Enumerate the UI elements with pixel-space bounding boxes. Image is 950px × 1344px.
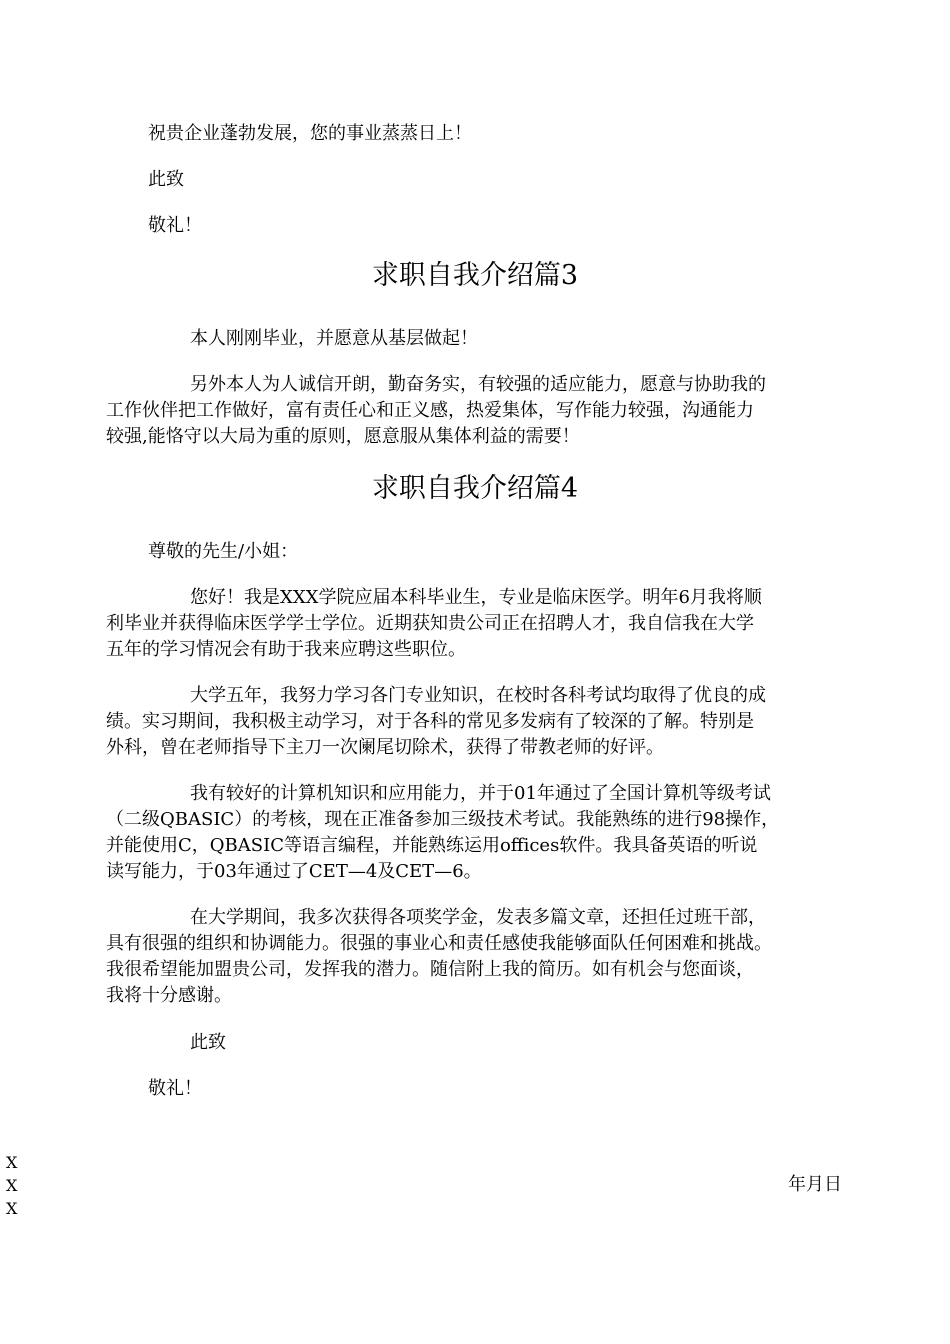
section-4-title: 求职自我介绍篇4 bbox=[371, 473, 579, 504]
signature-mark: X bbox=[6, 1153, 18, 1172]
closing-salute: 敬礼！ bbox=[148, 215, 202, 236]
closing-wish: 祝贵企业蓬勃发展，您的事业蒸蒸日上！ bbox=[148, 123, 472, 144]
section-4-regards: 此致 bbox=[190, 1032, 226, 1053]
section-4-paragraph-2-line-1: 大学五年，我努力学习各门专业知识，在校时各科考试均取得了优良的成 bbox=[190, 685, 766, 706]
section-3-paragraph-2-line-2: 工作伙伴把工作做好，富有责任心和正义感，热爱集体，写作能力较强，沟通能力 bbox=[106, 400, 754, 421]
section-3-paragraph-2-line-3: 较强,能恪守以大局为重的原则，愿意服从集体利益的需要！ bbox=[106, 426, 580, 447]
section-4-paragraph-3-line-1: 我有较好的计算机知识和应用能力，并于01年通过了全国计算机等级考试 bbox=[190, 783, 771, 804]
signature-mark: X bbox=[6, 1199, 18, 1218]
section-3-paragraph-1: 本人刚刚毕业，并愿意从基层做起！ bbox=[190, 328, 478, 349]
section-4-paragraph-4-line-3: 我很希望能加盟贵公司，发挥我的潜力。随信附上我的简历。如有机会与您面谈， bbox=[106, 959, 754, 980]
section-4-paragraph-2-line-3: 外科，曾在老师指导下主刀一次阑尾切除术，获得了带教老师的好评。 bbox=[106, 737, 664, 758]
section-4-paragraph-1-line-3: 五年的学习情况会有助于我来应聘这些职位。 bbox=[106, 639, 466, 660]
section-4-paragraph-3-line-2: （二级QBASIC）的考核，现在正准备参加三级技术考试。我能熟练的进行98操作， bbox=[106, 809, 780, 830]
section-4-salute: 敬礼！ bbox=[148, 1078, 202, 1099]
section-4-paragraph-4-line-2: 具有很强的组织和协调能力。很强的事业心和责任感使我能够面队任何困难和挑战。 bbox=[106, 933, 772, 954]
section-4-paragraph-1-line-1: 您好！我是XXX学院应届本科毕业生，专业是临床医学。明年6月我将顺 bbox=[190, 587, 762, 608]
section-4-paragraph-4-line-4: 我将十分感谢。 bbox=[106, 985, 232, 1006]
section-4-salutation: 尊敬的先生/小姐： bbox=[148, 541, 299, 562]
section-4-paragraph-3-line-4: 读写能力，于03年通过了CET—4及CET—6。 bbox=[106, 861, 482, 882]
section-4-paragraph-2-line-2: 绩。实习期间，我积极主动学习，对于各科的常见多发病有了较深的了解。特别是 bbox=[106, 711, 754, 732]
date-line: 年月日 bbox=[788, 1174, 842, 1195]
section-4-paragraph-4-line-1: 在大学期间，我多次获得各项奖学金，发表多篇文章，还担任过班干部， bbox=[190, 907, 766, 928]
section-4-paragraph-1-line-2: 利毕业并获得临床医学学士学位。近期获知贵公司正在招聘人才，我自信我在大学 bbox=[106, 613, 754, 634]
section-3-title: 求职自我介绍篇3 bbox=[371, 260, 579, 291]
section-4-paragraph-3-line-3: 并能使用C，QBASIC等语言编程，并能熟练运用offices软件。我具备英语的听说 bbox=[106, 835, 758, 856]
signature-mark: X bbox=[6, 1176, 18, 1195]
section-3-paragraph-2-line-1: 另外本人为人诚信开朗，勤奋务实，有较强的适应能力，愿意与协助我的 bbox=[190, 374, 766, 395]
closing-regards: 此致 bbox=[148, 169, 184, 190]
